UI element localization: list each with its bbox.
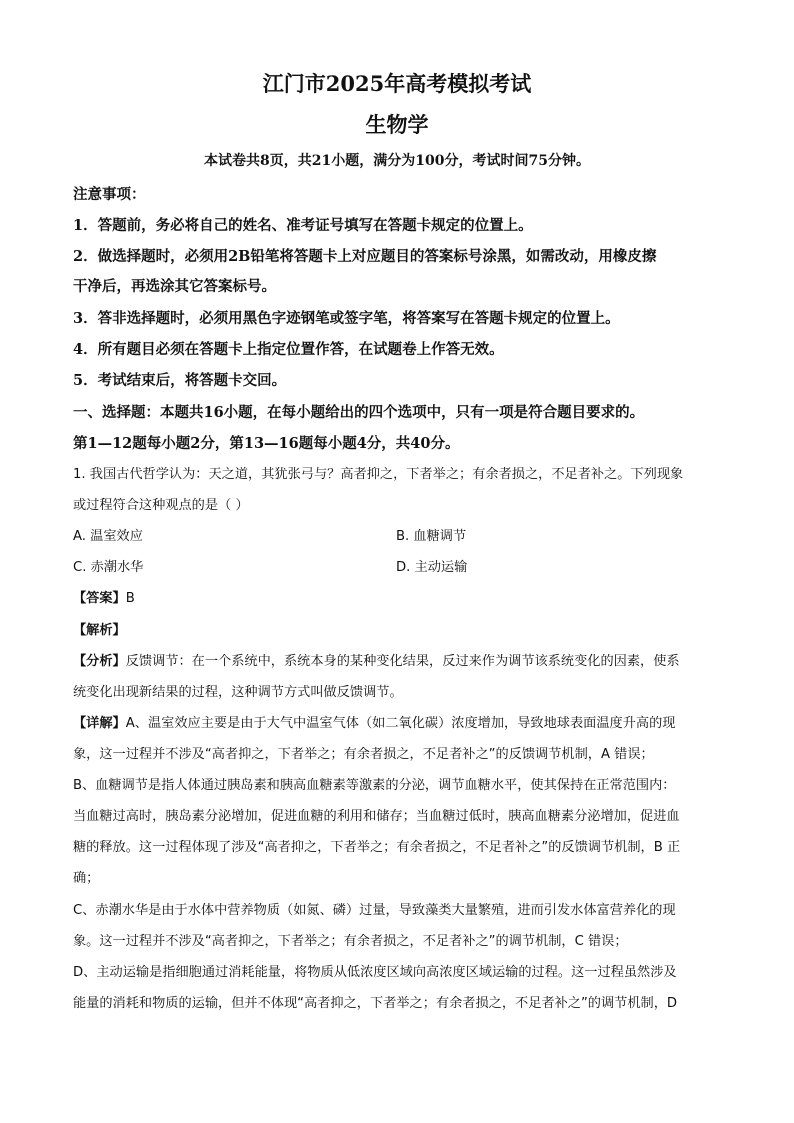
detail-line-10: 能量的消耗和物质的运输，但并不体现“高者抑之，下者举之；有余者损之，不足者补之”的调节机制，D bbox=[73, 996, 678, 1011]
analysis-tag: 【解析】 bbox=[73, 623, 126, 638]
detail-text-1: A、温室效应主要是由于大气中温室气体（如二氧化碳）浓度增加，导致地球表面温度升高的现 bbox=[125, 716, 676, 731]
fenxi-tag: 【分析】 bbox=[73, 654, 126, 669]
detail-line-2: 象，这一过程并不涉及“高者抑之，下者举之；有余者损之，不足者补之”的反馈调节机制，A 错误； bbox=[73, 747, 654, 762]
option-a: A. 温室效应 bbox=[73, 529, 143, 544]
note-item-1: 1．答题前，务必将自己的姓名、准考证号填写在答题卡规定的位置上。 bbox=[73, 217, 533, 234]
detail-line-5: 糖的释放。这一过程体现了涉及“高者抑之，下者举之；有余者损之，不足者补之”的反馈调节机制，B 正 bbox=[73, 840, 681, 855]
note-item-5: 5．考试结束后，将答题卡交回。 bbox=[73, 372, 287, 389]
answer-value: B bbox=[125, 591, 135, 606]
answer-line bbox=[73, 587, 733, 606]
option-c: C. 赤潮水华 bbox=[73, 560, 144, 575]
answer-tag: 【答案】 bbox=[73, 591, 126, 606]
subject-title: 生物学 bbox=[365, 112, 429, 137]
analysis-line bbox=[73, 619, 733, 638]
section-heading: 一、选择题：本题共16小题，在每小题给出的四个选项中，只有一项是符合题目要求的。 bbox=[73, 404, 645, 421]
option-b: B. 血糖调节 bbox=[396, 529, 467, 544]
xiangjie-tag: 【详解】 bbox=[73, 716, 126, 731]
note-item-4: 4．所有题目必须在答题卡上指定位置作答，在试题卷上作答无效。 bbox=[73, 341, 504, 358]
fenxi-line-2: 统变化出现新结果的过程，这种调节方式叫做反馈调节。 bbox=[73, 685, 403, 700]
detail-line-9: D、主动运输是指细胞通过消耗能量，将物质从低浓度区域向高浓度区域运输的过程。这一过程虽然涉及 bbox=[73, 965, 677, 980]
note-item-2: 2．做选择题时，必须用2B铅笔将答题卡上对应题目的答案标号涂黑，如需改动，用橡皮擦 bbox=[73, 248, 657, 265]
exam-title: 江门市2025年高考模拟考试 bbox=[262, 71, 532, 96]
note-item-3: 3．答非选择题时，必须用黑色字迹钢笔或签字笔，将答案写在答题卡规定的位置上。 bbox=[73, 310, 620, 327]
detail-line-8: 象。这一过程并不涉及“高者抑之，下者举之；有余者损之，不足者补之”的调节机制，C 错误； bbox=[73, 934, 628, 949]
section-scoring: 第1—12题每小题2分，第13—16题每小题4分，共40分。 bbox=[73, 435, 460, 452]
detail-line-7: C、赤潮水华是由于水体中营养物质（如氮、磷）过量，导致藻类大量繁殖，进而引发水体富营养化的现 bbox=[73, 903, 676, 918]
notes-heading: 注意事项： bbox=[73, 186, 146, 203]
detail-line-3: B、血糖调节是指人体通过胰岛素和胰高血糖素等激素的分泌，调节血糖水平，使其保持在正常范围内： bbox=[73, 778, 676, 793]
detail-line-6: 确； bbox=[73, 871, 100, 886]
fenxi-text-1: 反馈调节：在一个系统中，系统本身的某种变化结果，反过来作为调节该系统变化的因素，使系 bbox=[125, 654, 680, 669]
fenxi-line-1 bbox=[73, 650, 733, 669]
detail-line-1 bbox=[73, 712, 733, 731]
detail-line-4: 当血糖过高时，胰岛素分泌增加，促进血糖的利用和储存；当血糖过低时，胰高血糖素分泌增加，促进血 bbox=[73, 809, 680, 824]
question-stem-line-1: 1. 我国古代哲学认为：天之道，其犹张弓与？高者抑之，下者举之；有余者损之，不足者补之。下列现象 bbox=[73, 467, 684, 482]
option-d: D. 主动运输 bbox=[396, 560, 468, 575]
note-item-2-cont: 干净后，再选涂其它答案标号。 bbox=[73, 278, 276, 295]
question-stem-line-2: 或过程符合这种观点的是（ ） bbox=[73, 498, 249, 513]
exam-info: 本试卷共8页，共21小题，满分为100分，考试时间75分钟。 bbox=[204, 153, 590, 169]
